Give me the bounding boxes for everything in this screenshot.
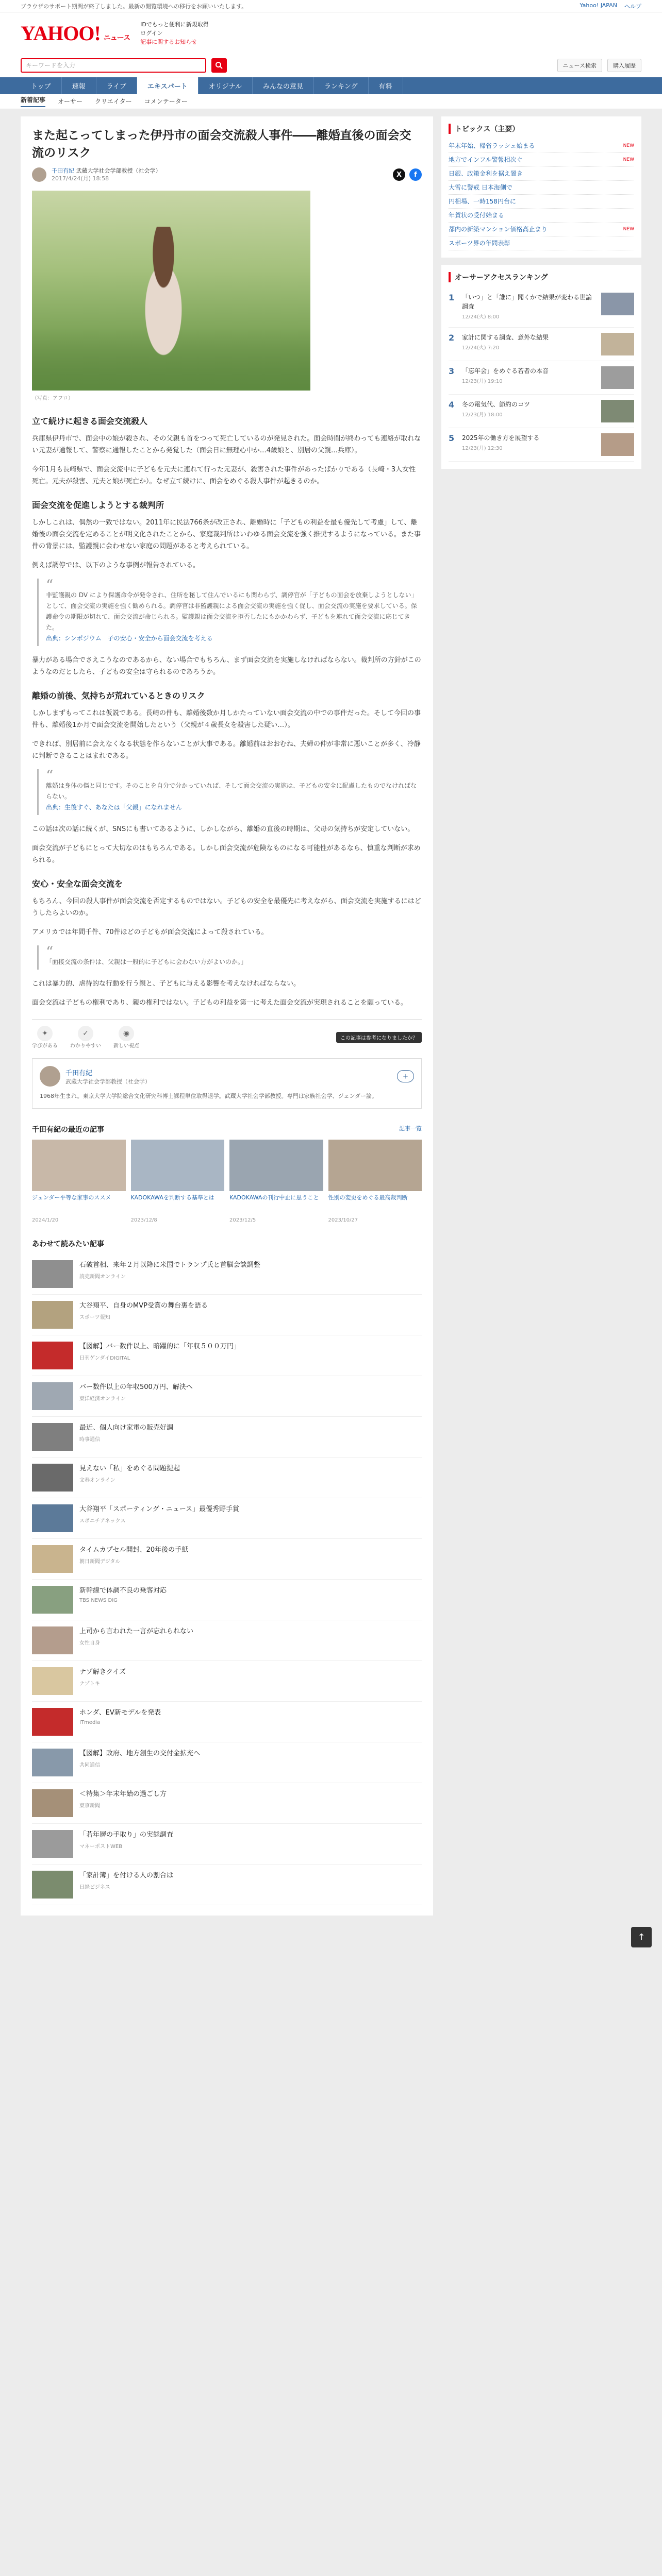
recommended-header: あわせて読みたい記事 (32, 1240, 104, 1248)
notice-link[interactable]: 記事に関するお知らせ (140, 38, 197, 45)
paragraph: アメリカでは年間千件、70件ほどの子どもが面会交流によって殺されている。 (32, 928, 268, 936)
list-item[interactable]: 「家計簿」を付ける人の割合は 日経ビジネス (32, 1865, 422, 1905)
quote-mark-icon: “ (46, 943, 54, 960)
ranking-item[interactable]: 3 「忘年会」をめぐる若者の本音 12/23(月) 19:10 (449, 361, 634, 395)
ranking-box (441, 265, 641, 469)
subnav-author[interactable]: オーサー (58, 98, 83, 105)
article-title: また起こってしまった伊丹市の面会交流殺人事件――離婚直後の面会交流のリスク (32, 129, 411, 160)
yahoo-news-logo[interactable]: YAHOO! ニュース (21, 21, 130, 45)
tab-top[interactable]: トップ (21, 77, 62, 94)
topic-item[interactable]: 日銀、政策金利を据え置き (449, 167, 634, 181)
tab-original[interactable]: オリジナル (198, 77, 253, 94)
eye-icon: ◉ (119, 1026, 134, 1041)
article-tile[interactable]: KADOKAWAの刊行中止に思うこと 2023/12/5 (229, 1140, 323, 1223)
blockquote: “ 非監護親の DV により保護命令が発令され、住所を秘して住んでいるにも関わらず、調停官が「子どもの面会を放棄しようとしない」として、面会交流の実施を強く勧められる。調停官は非監護親による面会交流の実施を強く促し、面会交流の実施を要求している。保護命令の期限が切れて、面会交流が命じられる。監護親は面会交流を拒否したにもかかわらず、子どもを連れて面会交流に応じてきた。 出典：シンポジウム 子の安心・安全から面会交流を考える (37, 579, 422, 646)
facebook-share-icon[interactable]: f (409, 168, 422, 181)
article-photo (32, 191, 310, 391)
more-articles-link[interactable]: 記事一覧 (399, 1125, 422, 1132)
tab-breaking[interactable]: 速報 (62, 77, 96, 94)
list-item[interactable]: 新幹線で体調不良の乗客対応 TBS NEWS DIG (32, 1580, 422, 1620)
reaction-bar (32, 1019, 422, 1049)
check-icon: ✓ (78, 1026, 93, 1041)
author-latest-grid (32, 1140, 422, 1223)
topic-item[interactable]: 地方でインフル警報相次ぐ NEW (449, 153, 634, 167)
author-profile (32, 1058, 422, 1109)
topic-item[interactable]: スポーツ界の年間表彰 (449, 236, 634, 250)
paragraph: しかしこれは、偶然の一致ではない。2011年に民法766条が改正され、離婚時に「子どもの利益を最も優先して考慮」して、離婚後の面会交流を定めることが明文化されたことから、家庭裁判所はいわゆる面会交流を強く推奨するようになっている。また事件の背景には、監護親に会わせない家庭の問題があると考えられている。 (32, 519, 421, 550)
section-heading: 安心・安全な面会交流を (32, 879, 123, 889)
blockquote: “ 「面接交流の条件は、父親は一般的に子どもに会わない方がよいのか。」 (37, 945, 422, 970)
scroll-to-top-button[interactable]: ↑ (631, 1927, 652, 1947)
search-row (0, 54, 662, 77)
paragraph: もちろん、今回の殺人事件が面会交流を否定するものではない。子どもの安全を最優先に考えながら、面会交流を実施するにはどうしたらよいのか。 (32, 897, 421, 917)
ranking-item[interactable]: 2 家計に関する調査、意外な結果 12/24(火) 7:20 (449, 328, 634, 361)
topics-title: トピックス（主要） (449, 124, 634, 134)
tab-live[interactable]: ライブ (96, 77, 137, 94)
section-heading: 面会交流を促進しようとする裁判所 (32, 500, 164, 510)
list-item[interactable]: 「若年層の手取り」の実態調査 マネーポストWEB (32, 1824, 422, 1865)
sub-nav (0, 94, 662, 109)
list-item[interactable]: 大谷翔平「スポーティング・ニュース」最優秀野手賞 スポニチアネックス (32, 1498, 422, 1539)
tab-ranking[interactable]: ランキング (314, 77, 369, 94)
quote-mark-icon: “ (46, 577, 54, 594)
article-tile[interactable]: KADOKAWAを判断する基準とは 2023/12/8 (131, 1140, 225, 1223)
section-heading: 離婚の前後、気持ちが荒れているときのリスク (32, 691, 205, 701)
list-item[interactable]: バー数件以上の年収500万円、解決へ 東洋経済オンライン (32, 1376, 422, 1417)
list-item[interactable]: ホンダ、EV新モデルを発表 ITmedia (32, 1702, 422, 1742)
list-item[interactable]: 大谷翔平、自身のMVP受賞の舞台裏を語る スポーツ報知 (32, 1295, 422, 1335)
topic-item[interactable]: 大雪に警戒 日本海側で (449, 181, 634, 195)
author-avatar[interactable] (40, 1066, 60, 1087)
reaction-clear[interactable]: ✓ わかりやすい (70, 1026, 101, 1049)
author-role: 武蔵大学社会学部教授（社会学） (65, 1078, 151, 1085)
list-item[interactable]: 最近、個人向け家電の販売好調 時事通信 (32, 1417, 422, 1458)
section-heading: 立て続けに起きる面会交流殺人 (32, 416, 148, 426)
publish-time: 2017/4/24(月) 18:58 (52, 175, 109, 182)
ranking-item[interactable]: 1 「いつ」と「誰に」聞くかで結果が変わる世論調査 12/24(火) 8:00 (449, 287, 634, 328)
paragraph: 例えば調停では、以下のような事例が報告されている。 (32, 562, 200, 569)
subnav-new[interactable]: 新着記事 (21, 95, 45, 107)
help-link[interactable]: ヘルプ (624, 3, 641, 10)
paragraph: 面会交流は子どもの権利であり、親の権利ではない。子どもの利益を第一に考えた面会交流が実現されることを願っている。 (32, 999, 408, 1007)
author-latest-header: 千田有紀の最近の記事 記事一覧 (32, 1125, 422, 1134)
search-button[interactable] (211, 58, 227, 73)
topic-item[interactable]: 都内の新築マンション価格高止まり NEW (449, 223, 634, 236)
search-input[interactable]: キーワードを入力 (21, 58, 206, 73)
lightbulb-icon: ✦ (37, 1026, 53, 1041)
reaction-hint: この記事は参考になりましたか？ (336, 1032, 422, 1043)
paragraph: 暴力がある場合でさえこうなのであるから、ない場合でもちろん、まず面会交流を実施しなければならない。裁判所の方針がこのようなのだとしたら、子どもの安全は守られるのであろうか。 (32, 656, 421, 676)
ranking-title: オーサーアクセスランキング (449, 272, 634, 282)
author-bio: 1968年生まれ。東京大学大学院総合文化研究科博士課程単位取得退学。武蔵大学社会学部教授。専門は家族社会学、ジェンダー論。 (40, 1093, 377, 1099)
list-item[interactable]: タイムカプセル開封、20年後の手紙 朝日新聞デジタル (32, 1539, 422, 1580)
ranking-item[interactable]: 4 冬の電気代、節約のコツ 12/23(月) 18:00 (449, 395, 634, 428)
topic-item[interactable]: 年末年始、帰省ラッシュ始まる NEW (449, 139, 634, 153)
paragraph: しかしまずもってこれは仮説である。長崎の件も、離婚後数か月しかたっていない面会交流の中での事件だった。そして今回の事件も、離婚後1か月で面会交流を開始したという（父親が４歳長女を殺害した疑い…）。 (32, 709, 421, 729)
reaction-learn[interactable]: ✦ 学びがある (32, 1026, 58, 1049)
article-tile[interactable]: ジェンダー平等な家事のススメ 2024/1/20 (32, 1140, 126, 1223)
paragraph: この話は次の話に続くが、SNSにも書いてあるように、しかしながら、離婚の直後の時期は、父母の気持ちが安定していない。 (32, 825, 415, 833)
article-tile[interactable]: 性別の変更をめぐる最高裁判断 2023/10/27 (328, 1140, 422, 1223)
subnav-creator[interactable]: クリエイター (95, 98, 132, 105)
byline (32, 167, 422, 182)
ranking-item[interactable]: 5 2025年の働き方を展望する 12/23(月) 12:30 (449, 428, 634, 462)
paragraph: これは暴力的、虐待的な行動を行う親と、子どもに与える影響を考えなければならない。 (32, 980, 301, 988)
list-item[interactable]: ナゾ解きクイズ ナゾトキ (32, 1661, 422, 1702)
list-item[interactable]: 見えない「私」をめぐる問題提起 文春オンライン (32, 1458, 422, 1498)
follow-button[interactable]: ＋ (397, 1070, 414, 1082)
paragraph: 今年1月も長崎県で、面会交流中に子どもを元夫に連れて行った元妻が、殺害された事件があったばかりである（長崎・3人女性死亡。元夫が殺害、元夫と娘が死亡か）。なぜ立て続けに、面会をめぐる殺人事件が起きるのか。 (32, 466, 416, 485)
author-role: 武蔵大学社会学部教授（社会学） (76, 167, 161, 174)
topic-item[interactable]: 年賀状の受付始まる (449, 209, 634, 223)
list-item[interactable]: 【図解】政府、地方創生の交付金拡充へ 共同通信 (32, 1742, 422, 1783)
tab-expert[interactable]: エキスパート (137, 77, 198, 94)
list-item[interactable]: 【図解】バー数件以上、暗躍的に「年収５００万円」 日刊ゲンダイDIGITAL (32, 1335, 422, 1376)
article-main (21, 116, 433, 1916)
blockquote: “ 離婚は身体の傷と同じです。そのことを自分で分かっていれば、そして面会交流の実施は、子どもの安全に配慮したものでなければならない。 出典：生後すぐ、あなたは「父親」になれません (37, 769, 422, 815)
reaction-new-view[interactable]: ◉ 新しい視点 (113, 1026, 139, 1049)
recommended-list (32, 1254, 422, 1905)
sidebar (441, 116, 641, 476)
site-header (0, 12, 662, 54)
topics-box (441, 116, 641, 258)
list-item[interactable]: 石破首相、来年２月以降に米国でトランプ氏と首脳会談調整 読売新聞オンライン (32, 1254, 422, 1295)
main-nav (0, 77, 662, 94)
topic-item[interactable]: 円相場、一時158円台に (449, 195, 634, 209)
paragraph: 面会交流が子どもにとって大切なのはもちろんである。しかし面会交流が危険なものになる可能性があるなら、慎重な判断が求められる。 (32, 844, 421, 864)
search-icon (215, 61, 223, 70)
topbar (0, 0, 662, 12)
header-info (140, 20, 641, 46)
quote-source-link[interactable]: 出典：シンポジウム 子の安心・安全から面会交流を考える (46, 635, 213, 642)
tab-opinion[interactable]: みんなの意見 (253, 77, 314, 94)
yahoo-top-link[interactable]: Yahoo! JAPAN (580, 2, 617, 9)
author-name[interactable]: 千田有紀 (52, 167, 74, 174)
author-avatar[interactable] (32, 167, 46, 182)
author-name[interactable]: 千田有紀 (65, 1069, 93, 1077)
paragraph: できれば、別居前に会えなくなる状態を作らないことが大事である。離婚前はおおむね、夫婦の仲が非常に悪いことが多く、冷静に判断できることはまれである。 (32, 740, 421, 760)
list-item[interactable]: 上司から言われた一言が忘れられない 女性自身 (32, 1620, 422, 1661)
tab-paid[interactable]: 有料 (369, 77, 403, 94)
quote-source-link[interactable]: 出典：生後すぐ、あなたは「父親」になれません (46, 804, 182, 811)
paragraph: 兵庫県伊丹市で、面会中の娘が殺され、その父親も首をつって死亡しているのが発見された。面会時間が終わっても連絡が取れない元妻が通報して、警察に通報したことから発覚した（面会日に無理心中か…4歳娘と、別居の父親…兵庫）。 (32, 435, 421, 454)
signup-link[interactable]: IDでもっと便利に新規取得 (140, 21, 209, 28)
browser-notice: ブラウザのサポート期間が終了しました。最新の閲覧環境への移行をお願いいたします。 (21, 3, 247, 10)
purchase-history-button[interactable]: 購入履歴 (607, 59, 641, 72)
list-item[interactable]: ＜特集＞年末年始の過ごし方 東京新聞 (32, 1783, 422, 1824)
login-link[interactable]: ログイン (140, 29, 163, 37)
quote-mark-icon: “ (46, 767, 54, 784)
photo-caption: （写真：アフロ） (32, 396, 73, 401)
subnav-commentator[interactable]: コメンテーター (144, 98, 188, 105)
news-search-button[interactable]: ニュース検索 (557, 59, 602, 72)
x-share-icon[interactable]: X (393, 168, 405, 181)
